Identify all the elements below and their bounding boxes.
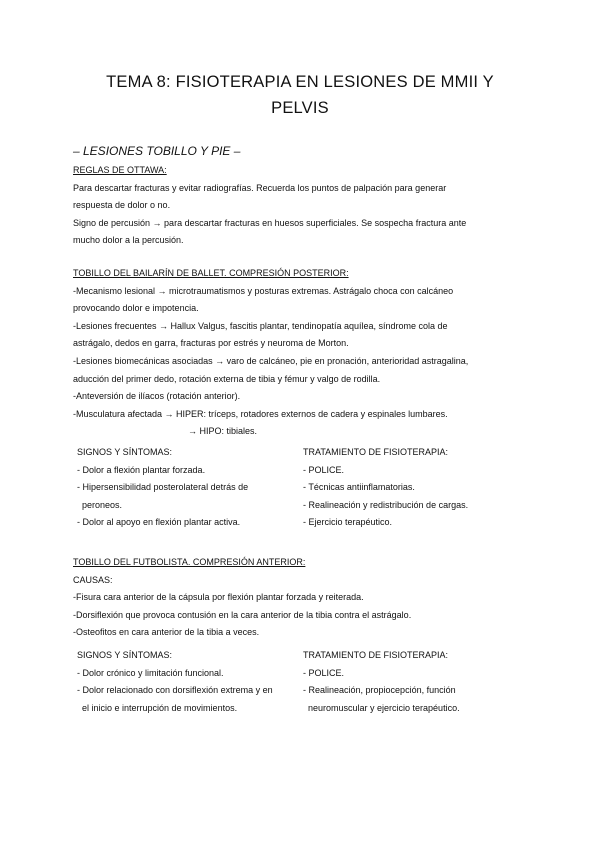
ottawa-line: respuesta de dolor o no. bbox=[73, 200, 171, 211]
futbolista-line: -Fisura cara anterior de la cápsula por flexión plantar forzada y reiterada. bbox=[73, 592, 364, 603]
ottawa-line: Signo de percusión → para descartar fracturas en huesos superficiales. Se sospecha fractura ante bbox=[73, 217, 467, 228]
ottawa-line: Para descartar fracturas y evitar radiografías. Recuerda los puntos de palpación para generar bbox=[73, 182, 447, 193]
futbolista-signs-heading: SIGNOS Y SÍNTOMAS: bbox=[77, 650, 173, 660]
ballet-signs-item: peroneos. bbox=[77, 499, 123, 510]
ballet-line: aducción del primer dedo, rotación externa de tibia y fémur y valgo de rodilla. bbox=[73, 373, 381, 384]
futbolista-signs-item: - Dolor crónico y limitación funcional. bbox=[77, 667, 224, 678]
futbolista-line: -Osteofitos en cara anterior de la tibia a veces. bbox=[73, 627, 260, 638]
ballet-treatment-heading: TRATAMIENTO DE FISIOTERAPIA: bbox=[303, 447, 449, 457]
ballet-signs-heading: SIGNOS Y SÍNTOMAS: bbox=[77, 447, 173, 457]
futbolista-signs-column bbox=[77, 647, 299, 717]
ballet-signs-item: - Dolor a flexión plantar forzada. bbox=[77, 464, 206, 475]
ballet-treatment-item: - Realineación y redistribución de cargas. bbox=[303, 499, 469, 510]
ballet-signs-item: - Hipersensibilidad posterolateral detrás de bbox=[77, 482, 249, 493]
futbolista-section bbox=[73, 554, 543, 642]
ballet-line: -Musculatura afectada → HIPER: tríceps, rotadores externos de cadera y espinales lumbares. bbox=[73, 408, 448, 419]
ballet-treatment-column bbox=[303, 444, 533, 532]
futbolista-signs-item: el inicio e interrupción de movimientos. bbox=[77, 702, 238, 713]
futbolista-causes-label: CAUSAS: bbox=[73, 574, 113, 585]
futbolista-treatment-item: - POLICE. bbox=[303, 667, 345, 678]
futbolista-signs-item: - Dolor relacionado con dorsiflexión extrema y en bbox=[77, 685, 273, 696]
ballet-indent-line: → HIPO: tibiales. bbox=[188, 426, 258, 437]
futbolista-treatment-column bbox=[303, 647, 533, 717]
ballet-treatment-item: - POLICE. bbox=[303, 464, 345, 475]
ottawa-line: mucho dolor a la percusión. bbox=[73, 235, 184, 246]
ballet-line: -Lesiones frecuentes → Hallux Valgus, fascitis plantar, tendinopatía aquílea, síndrome cola de bbox=[73, 320, 448, 331]
ballet-line: -Lesiones biomecánicas asociadas → varo de calcáneo, pie en pronación, anterioridad astragalina, bbox=[73, 355, 469, 366]
futbolista-treatment-heading: TRATAMIENTO DE FISIOTERAPIA: bbox=[303, 650, 449, 660]
futbolista-heading: TOBILLO DEL FUTBOLISTA. COMPRESIÓN ANTERIOR: bbox=[73, 557, 306, 567]
title-line-1: TEMA 8: FISIOTERAPIA EN LESIONES DE MMII Y bbox=[106, 73, 494, 91]
ballet-line: astrágalo, dedos en garra, fracturas por estrés y neuroma de Morton. bbox=[73, 338, 349, 349]
futbolista-line: -Dorsiflexión que provoca contusión en la cara anterior de la tibia contra el astrágalo. bbox=[73, 609, 412, 620]
ballet-section bbox=[73, 265, 543, 441]
ballet-line: -Mecanismo lesional → microtraumatismos y posturas extremas. Astrágalo choca con calcáneo bbox=[73, 285, 454, 296]
ottawa-section bbox=[73, 162, 543, 250]
ottawa-heading: REGLAS DE OTTAWA: bbox=[73, 165, 167, 175]
section-subtitle: – LESIONES TOBILLO Y PIE – bbox=[73, 144, 241, 158]
futbolista-treatment-item: neuromuscular y ejercicio terapéutico. bbox=[303, 702, 460, 713]
ballet-line: -Anteversión de ilíacos (rotación anterior). bbox=[73, 391, 241, 402]
title-line-2: PELVIS bbox=[271, 99, 329, 117]
futbolista-treatment-item: - Realineación, propiocepción, función bbox=[303, 685, 456, 696]
ballet-signs-column bbox=[77, 444, 292, 532]
ballet-treatment-item: - Ejercicio terapéutico. bbox=[303, 517, 393, 528]
page-title bbox=[60, 69, 540, 121]
ballet-treatment-item: - Técnicas antiinflamatorias. bbox=[303, 482, 415, 493]
ballet-line: provocando dolor e impotencia. bbox=[73, 303, 199, 314]
ballet-signs-item: - Dolor al apoyo en flexión plantar activa. bbox=[77, 517, 241, 528]
ballet-heading: TOBILLO DEL BAILARÍN DE BALLET. COMPRESIÓN POSTERIOR: bbox=[73, 268, 349, 278]
